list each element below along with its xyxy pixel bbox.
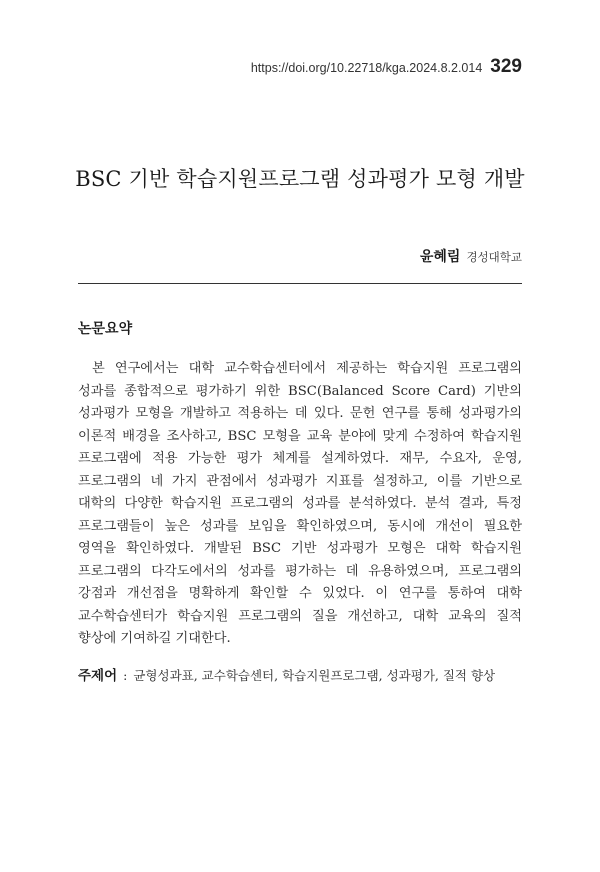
abstract-heading: 논문요약: [78, 321, 133, 337]
page-number: 329: [490, 56, 522, 77]
abstract-body: 본 연구에서는 대학 교수학습센터에서 제공하는 학습지원 프로그램의 성과를 종합적으로 평가하기 위한 BSC(Balanced Score Card) 기반의 성과평가 모형을 개발하고 적용하는 데 있다. 문헌 연구를 통해 성과평가의 이론적 배경을 조사하고, BSC 모형을 교육 분야에 맞게 수정하여 학습지원 프로그램에 적용 가능한 평가 체계를 설계하였다. 재무, 수요자, 운영, 프로그램의 네 가지 관점에서 성과평가 지표를 설정하고, 이를 기반으로 대학의 다양한 학습지원 프로그램의 성과를 분석하였다. 분석 결과, 특정 프로그램들이 높은 성과를 보임을 확인하였으며, 동시에 개선이 필요한 영역을 확인하였다. 개발된 BSC 기반 성과평가 모형은 대학 학습지원 프로그램의 다각도에서의 성과를 평가하는 데 유용하였으며, 프로그램의 강점과 개선점을 명확하게 확인할 수 있었다. 이 연구를 통하여 대학 교수학습센터가 학습지원 프로그램의 질을 개선하고, 대학 교육의 질적 향상에 기여하길 기대한다.: [78, 361, 522, 646]
keywords-label: 주제어: [78, 668, 118, 684]
keywords-text: 균형성과표, 교수학습센터, 학습지원프로그램, 성과평가, 질적 향상: [133, 668, 496, 683]
author-line: [420, 246, 522, 266]
author-name: 윤혜림: [419, 249, 461, 265]
keywords-separator: :: [123, 668, 128, 683]
doi-link[interactable]: https://doi.org/10.22718/kga.2024.8.2.014: [250, 61, 483, 75]
divider-rule: [78, 283, 522, 284]
paper-title: BSC 기반 학습지원프로그램 성과평가 모형 개발: [75, 167, 525, 191]
author-affiliation: 경성대학교: [466, 250, 522, 264]
keywords-line: [78, 664, 538, 684]
running-header: [251, 56, 522, 78]
